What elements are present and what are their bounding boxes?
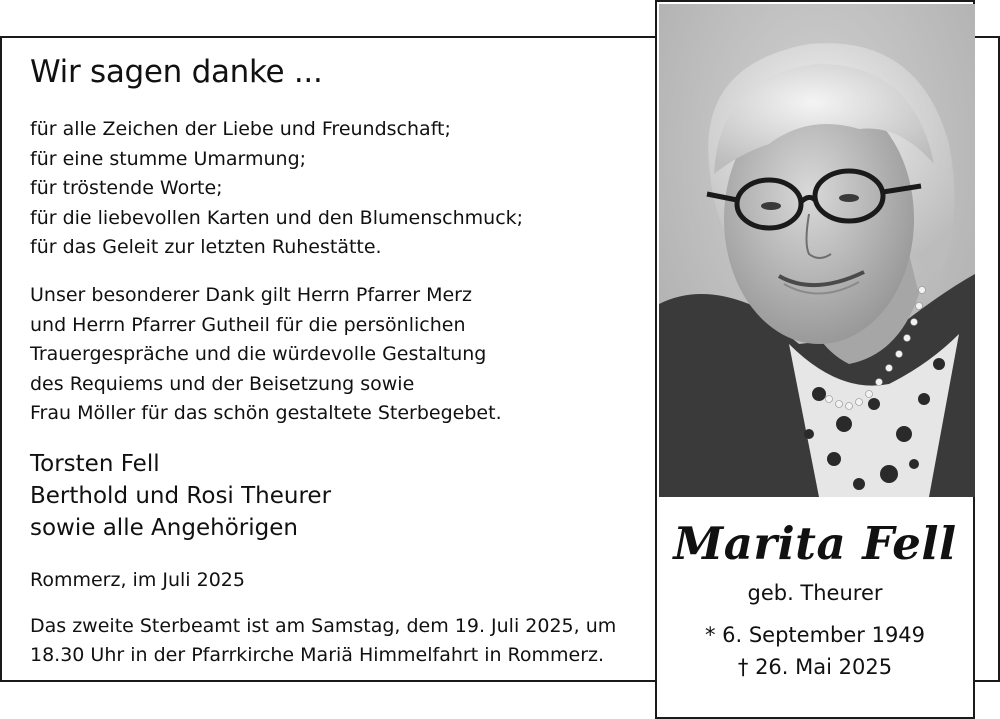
signatures bbox=[30, 448, 331, 544]
thanks-line: für das Geleit zur letzten Ruhestätte. bbox=[30, 236, 382, 258]
deceased-name: Marita Fell bbox=[673, 517, 957, 570]
place-date: Rommerz, im Juli 2025 bbox=[30, 569, 245, 591]
special-thanks-line: und Herrn Pfarrer Gutheil für die persönlichen bbox=[30, 313, 466, 336]
heading: Wir sagen danke ... bbox=[30, 54, 323, 90]
special-thanks-line: Trauergespräche und die würdevolle Gestaltung bbox=[30, 343, 487, 365]
portrait-illustration bbox=[659, 4, 975, 497]
special-thanks-line: Unser besonderer Dank gilt Herrn Pfarrer Merz bbox=[30, 284, 472, 306]
service-note-line: 18.30 Uhr in der Pfarrkirche Mariä Himmelfahrt in Rommerz. bbox=[30, 643, 605, 666]
service-note bbox=[30, 612, 616, 669]
portrait-panel bbox=[655, 0, 975, 719]
birth-date: * 6. September 1949 bbox=[704, 623, 926, 647]
thanks-line: für alle Zeichen der Liebe und Freundschaft; bbox=[30, 118, 451, 140]
thanks-line: für eine stumme Umarmung; bbox=[30, 147, 307, 170]
death-date: † 26. Mai 2025 bbox=[737, 655, 893, 679]
signature-line: Berthold und Rosi Theurer bbox=[30, 483, 332, 509]
service-note-line: Das zweite Sterbeamt ist am Samstag, dem 19. Juli 2025, um bbox=[30, 615, 617, 637]
special-thanks-paragraph bbox=[30, 281, 502, 429]
thanks-line: für die liebevollen Karten und den Blumenschmuck; bbox=[30, 206, 524, 229]
portrait-photo bbox=[659, 4, 975, 497]
special-thanks-line: des Requiems und der Beisetzung sowie bbox=[30, 372, 415, 395]
special-thanks-line: Frau Möller für das schön gestaltete Sterbegebet. bbox=[30, 402, 502, 424]
maiden-name: geb. Theurer bbox=[747, 581, 883, 605]
signature-line: sowie alle Angehörigen bbox=[30, 515, 298, 541]
thanks-line: für tröstende Worte; bbox=[30, 177, 223, 199]
signature-line: Torsten Fell bbox=[30, 451, 160, 477]
thanks-paragraph bbox=[30, 115, 523, 263]
